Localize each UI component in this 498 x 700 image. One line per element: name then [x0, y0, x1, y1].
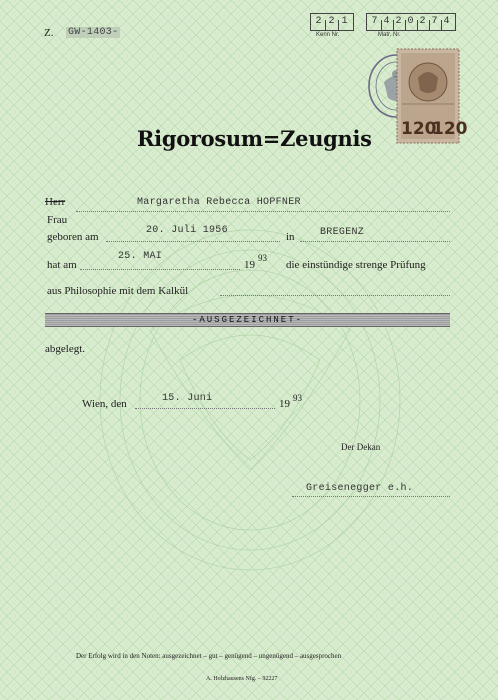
- stamp-value-left: 120: [401, 119, 437, 139]
- kenn-nr-digit: 2: [328, 16, 335, 27]
- exam-phrase: die einstündige strenge Prüfung: [286, 259, 426, 271]
- kenn-nr-digit: 2: [315, 16, 322, 27]
- matr-nr-digit: 4: [443, 16, 450, 27]
- has-label: hat am: [47, 259, 77, 271]
- z-prefix: Z.: [44, 27, 54, 39]
- salutation: Frau: [47, 214, 68, 226]
- matr-nr-digit: 4: [383, 16, 390, 27]
- matr-nr-digit: 2: [419, 16, 426, 27]
- salutation-struck: Herr: [45, 196, 66, 208]
- matr-nr-digit: 7: [431, 16, 438, 27]
- matr-nr-digit: 7: [371, 16, 378, 27]
- issue-year-suffix: 93: [293, 393, 302, 403]
- born-label: geboren am: [47, 231, 99, 243]
- passed-label: abgelegt.: [45, 343, 86, 355]
- matr-nr-box: [366, 13, 456, 31]
- stamp-value-right: 120: [432, 119, 468, 139]
- dean-signature: Greisenegger e.h.: [306, 483, 414, 494]
- kenn-nr-digit: 1: [341, 16, 348, 27]
- in-label: in: [286, 231, 295, 243]
- grade: -AUSGEZEICHNET-: [191, 315, 303, 325]
- matr-nr-digit: 0: [407, 16, 414, 27]
- subject-line: aus Philosophie mit dem Kalkül: [47, 285, 189, 297]
- grade-band: [45, 313, 450, 327]
- exam-day: 25. MAI: [118, 251, 163, 262]
- matr-nr-label: Matr. Nr.: [378, 32, 401, 38]
- matr-nr-digit: 2: [395, 16, 402, 27]
- grades-note: Der Erfolg wird in den Noten: ausgezeichnet – gut – genügend – ungenügend – ausgesprochen: [76, 652, 342, 660]
- issue-date: 15. Juni: [162, 393, 213, 404]
- printer-imprint: A. Holzhausens Nfg. – 92227: [206, 676, 278, 682]
- issue-year-prefix: 19: [279, 398, 290, 410]
- exam-year-prefix: 19: [244, 259, 255, 271]
- birth-place: BREGENZ: [320, 227, 365, 238]
- z-number: GW-1403-: [68, 27, 119, 38]
- dean-title: Der Dekan: [341, 442, 381, 452]
- kenn-nr-box: [310, 13, 354, 31]
- document-title: Rigorosum=Zeugnis: [137, 126, 372, 151]
- place-label: Wien, den: [82, 398, 127, 410]
- birth-date: 20. Juli 1956: [146, 225, 228, 236]
- person-name: Margaretha Rebecca HOPFNER: [137, 197, 301, 208]
- kenn-nr-label: Kenn Nr.: [316, 32, 340, 38]
- exam-year-suffix: 93: [258, 253, 267, 263]
